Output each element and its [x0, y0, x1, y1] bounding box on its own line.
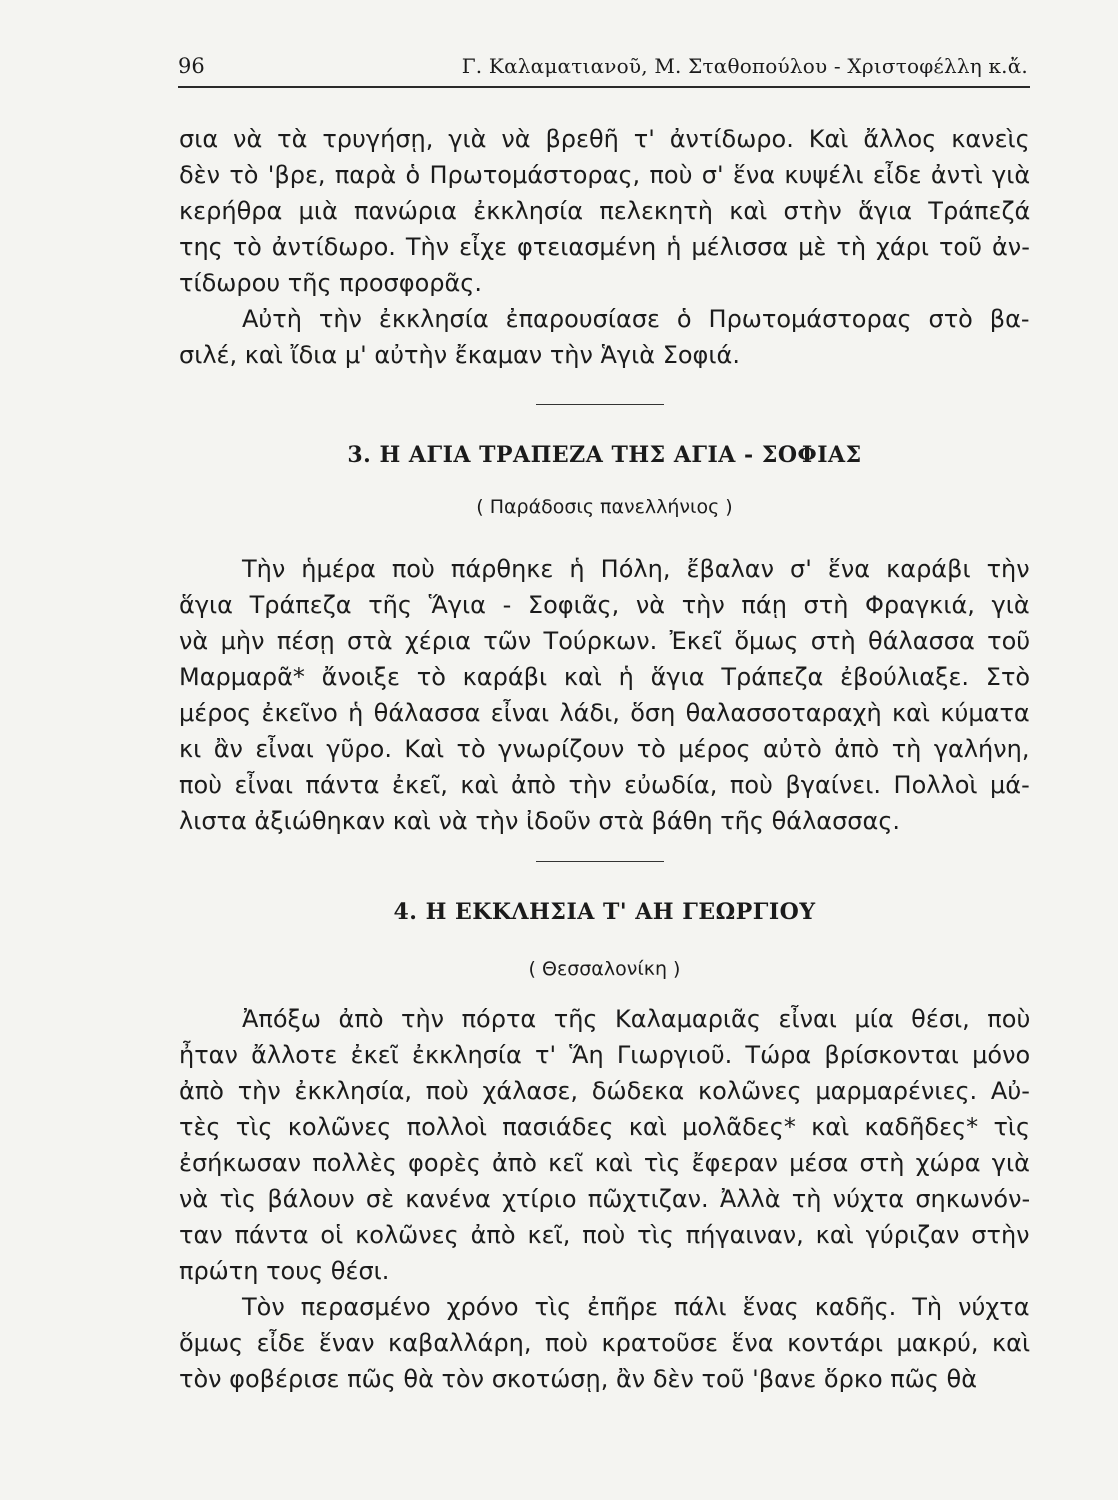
section-title: 3. Η ΑΓΙΑ ΤΡΑΠΕΖΑ ΤΗΣ ΑΓΙΑ - ΣΟΦΙΑΣ	[347, 442, 862, 468]
text-line: Τὴν ἡμέρα ποὺ πάρθηκε ἡ Πόλη, ἔβαλαν σ' ἕνα καράβι τὴν	[242, 555, 1030, 583]
text-line: σιλέ, καὶ ἴδια μ' αὐτὴν ἔκαμαν τὴν Ἁγιὰ Σοφιά.	[179, 341, 740, 369]
text-line: Ἀπόξω ἀπὸ τὴν πόρτα τῆς Καλαμαριᾶς εἶναι μία θέσι, ποὺ	[242, 1005, 1031, 1033]
text-line: νὰ τὶς βάλουν σὲ κανένα χτίριο πῶχτιζαν. Ἀλλὰ τὴ νύχτα σηκωνόν-	[179, 1185, 1031, 1213]
text-line: τίδωρου τῆς προσφορᾶς.	[179, 269, 483, 297]
text-line: σια νὰ τὰ τρυγήσῃ, γιὰ νὰ βρεθῆ τ' ἀντίδωρο. Καὶ ἄλλος κανεὶς	[179, 125, 1030, 153]
text-line: ὅμως εἶδε ἕναν καβαλλάρη, ποὺ κρατοῦσε ἕνα κοντάρι μακρύ, καὶ	[179, 1329, 1031, 1357]
section-title: 4. Η ΕΚΚΛΗΣΙΑ Τ' ΑΗ ΓΕΩΡΓΙΟΥ	[393, 899, 816, 925]
text-line: ἦταν ἄλλοτε ἐκεῖ ἐκκλησία τ' Ἅη Γιωργιοῦ. Τώρα βρίσκονται μόνο	[179, 1041, 1031, 1069]
text-line: λιστα ἀξιώθηκαν καὶ νὰ τὴν ἰδοῦν στὰ βάθη τῆς θάλασσας.	[179, 807, 901, 835]
section-separator	[536, 861, 664, 862]
text-line: δὲν τὸ 'βρε, παρὰ ὁ Πρωτομάστορας, ποὺ σ' ἕνα κυψέλι εἶδε ἀντὶ γιὰ	[179, 161, 1031, 189]
text-line: ἐσήκωσαν πολλὲς φορὲς ἀπὸ κεῖ καὶ τὶς ἔφεραν μέσα στὴ χώρα γιὰ	[179, 1149, 1030, 1177]
text-line: νὰ μὴν πέσῃ στὰ χέρια τῶν Τούρκων. Ἐκεῖ ὅμως στὴ θάλασσα τοῦ	[179, 627, 1031, 655]
section-subtitle: ( Θεσσαλονίκη )	[528, 958, 681, 980]
text-line: κι ἂν εἶναι γῦρο. Καὶ τὸ γνωρίζουν τὸ μέρος αὐτὸ ἀπὸ τὴ γαλήνη,	[179, 735, 1030, 763]
page-header	[178, 52, 1030, 88]
text-line: πρώτη τους θέσι.	[179, 1257, 390, 1285]
text-line: της τὸ ἀντίδωρο. Τὴν εἶχε φτειασμένη ἡ μέλισσα μὲ τὴ χάρι τοῦ ἀν-	[179, 233, 1030, 261]
text-line: Αὐτὴ τὴν ἐκκλησία ἐπαρουσίασε ὁ Πρωτομάστορας στὸ βα-	[242, 305, 1030, 333]
text-line: ἀπὸ τὴν ἐκκλησία, ποὺ χάλασε, δώδεκα κολῶνες μαρμαρένιες. Αὐ-	[179, 1077, 1030, 1105]
section-separator	[536, 404, 664, 405]
text-line: ἅγια Τράπεζα τῆς Ἅγια - Σοφιᾶς, νὰ τὴν πάῃ στὴ Φραγκιά, γιὰ	[179, 591, 1030, 619]
text-line: ποὺ εἶναι πάντα ἐκεῖ, καὶ ἀπὸ τὴν εὐωδία, ποὺ βγαίνει. Πολλοὶ μά-	[179, 771, 1030, 799]
text-line: τὲς τὶς κολῶνες πολλοὶ πασιάδες καὶ μολᾶδες* καὶ καδῆδες* τὶς	[179, 1113, 1031, 1141]
text-line: Μαρμαρᾶ* ἄνοιξε τὸ καράβι καὶ ἡ ἅγια Τράπεζα ἐβούλιαξε. Στὸ	[179, 663, 1031, 691]
text-line: τὸν φοβέρισε πῶς θὰ τὸν σκοτώσῃ, ἂν δὲν τοῦ 'βανε ὅρκο πῶς θὰ	[179, 1365, 978, 1393]
section-subtitle: ( Παράδοσις πανελλήνιος )	[476, 496, 733, 518]
text-line: μέρος ἐκεῖνο ἡ θάλασσα εἶναι λάδι, ὅση θαλασσοταραχὴ καὶ κύματα	[179, 699, 1030, 727]
page-number: 96	[178, 54, 205, 78]
text-line: κερήθρα μιὰ πανώρια ἐκκλησία πελεκητὴ καὶ στὴν ἅγια Τράπεζά	[179, 197, 1031, 225]
text-line: ταν πάντα οἱ κολῶνες ἀπὸ κεῖ, ποὺ τὶς πήγαιναν, καὶ γύριζαν στὴν	[179, 1221, 1030, 1249]
text-line: Τὸν περασμένο χρόνο τὶς ἐπῆρε πάλι ἕνας καδῆς. Τὴ νύχτα	[242, 1293, 1030, 1321]
running-head: Γ. Καλαματιανοῦ, Μ. Σταθοπούλου - Χριστοφέλλη κ.ἄ.	[461, 54, 1028, 78]
